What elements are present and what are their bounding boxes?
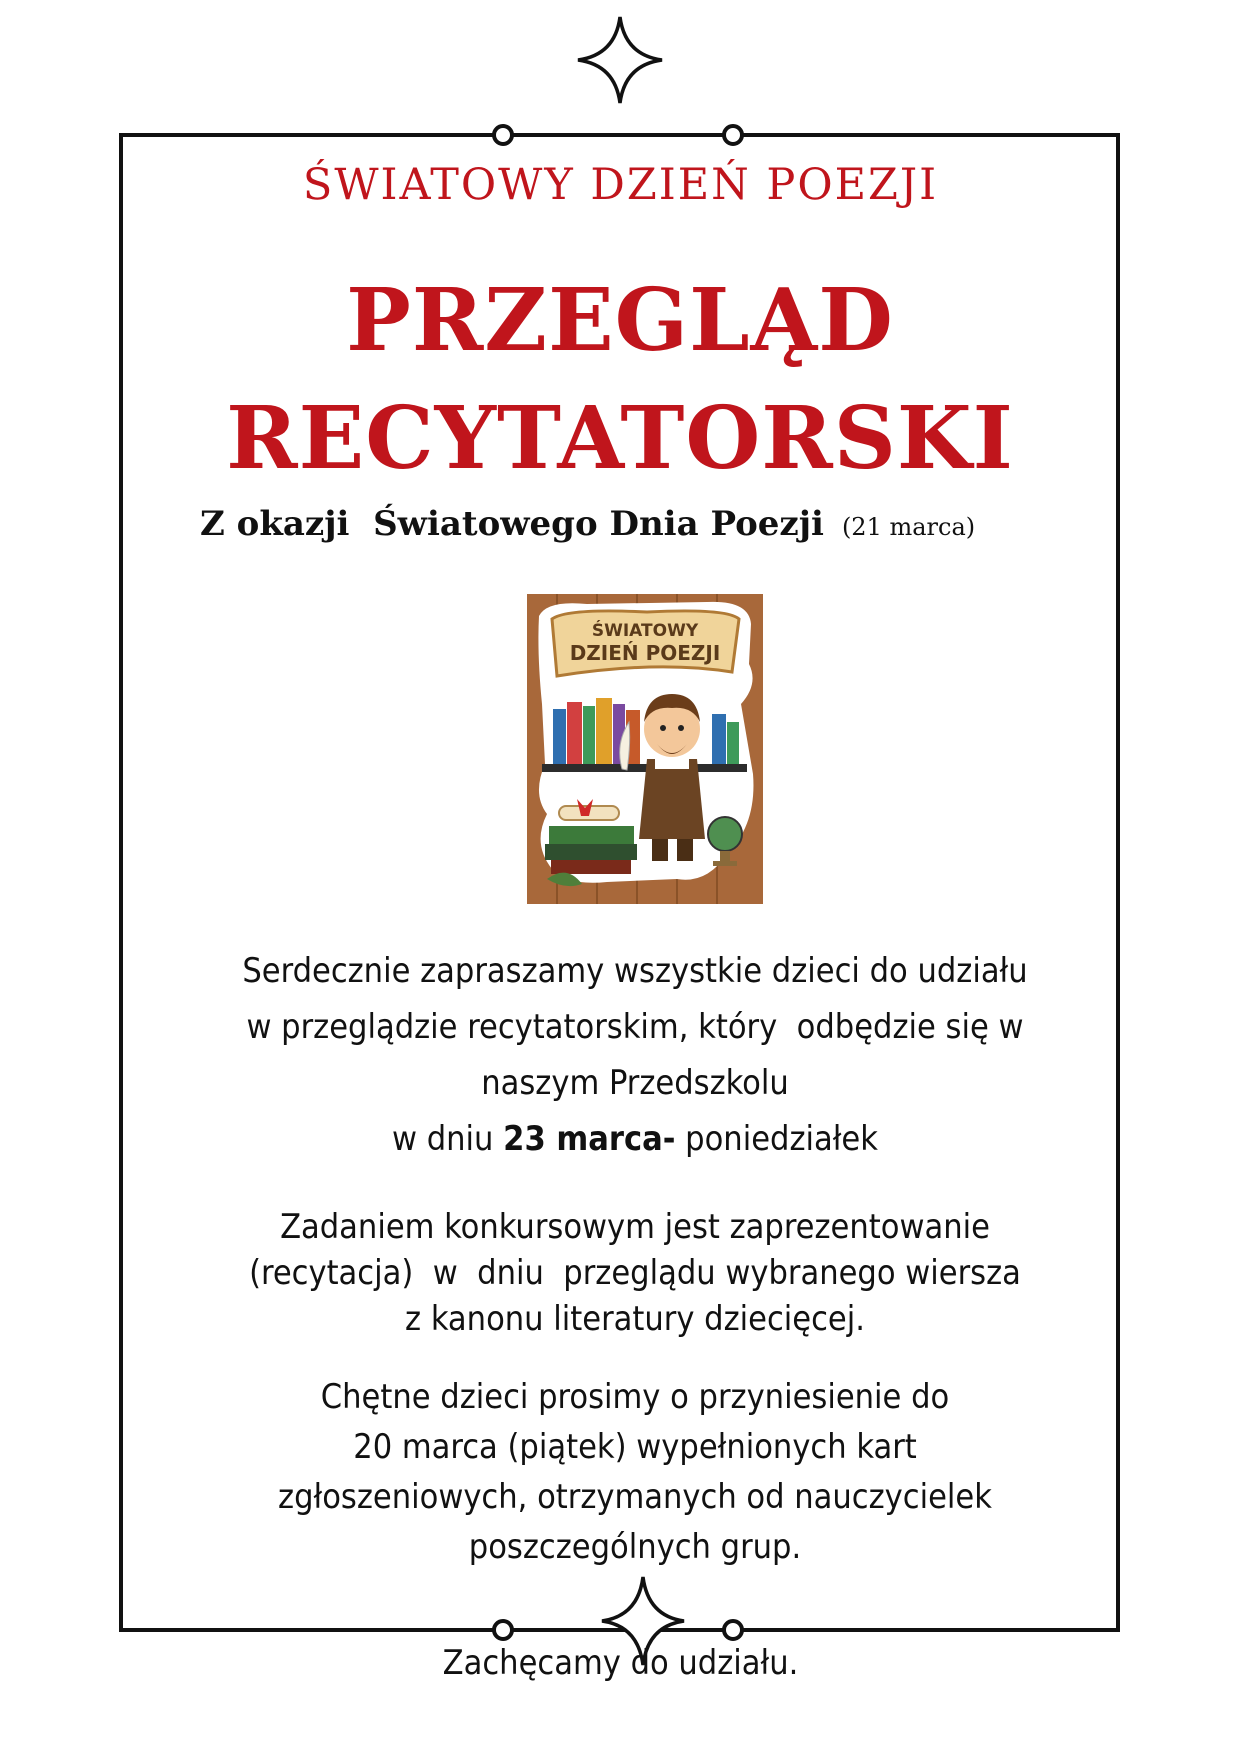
invite-line-4 bbox=[200, 1111, 1070, 1167]
page-title bbox=[130, 262, 1110, 498]
request-line-1: Chętne dzieci prosimy o przyniesienie do bbox=[320, 1377, 950, 1417]
invite-line-1: Serdecznie zapraszamy wszystkie dzieci do udziału bbox=[242, 951, 1028, 991]
task-line-3: z kanonu literatury dziecięcej. bbox=[405, 1299, 865, 1339]
occasion-text: Z okazji Światowego Dnia Poezji bbox=[200, 504, 824, 544]
invite-date: 23 marca- bbox=[503, 1119, 676, 1159]
frame-knot-icon bbox=[494, 126, 512, 144]
invitation-paragraph bbox=[200, 943, 1070, 1167]
request-line-4: poszczególnych grup. bbox=[468, 1527, 802, 1567]
subtitle: ŚWIATOWY DZIEŃ POEZJI bbox=[302, 160, 939, 210]
request-line-3: zgłoszeniowych, otrzymanych od nauczycielek bbox=[278, 1477, 992, 1517]
banner-text-1: ŚWIATOWY bbox=[591, 621, 699, 641]
title-line-2: RECYTATORSKI bbox=[226, 388, 1014, 489]
request-line-2: 20 marca (piątek) wypełnionych kart bbox=[353, 1427, 917, 1467]
task-paragraph bbox=[200, 1204, 1070, 1342]
invite-date-prefix: w dniu bbox=[392, 1119, 504, 1159]
request-paragraph bbox=[200, 1372, 1070, 1572]
poetry-day-illustration bbox=[527, 594, 763, 904]
occasion-date-note: (21 marca) bbox=[841, 513, 976, 541]
occasion-line bbox=[200, 504, 1100, 544]
banner-text-2: DZIEŃ POEZJI bbox=[569, 641, 721, 665]
task-line-1: Zadaniem konkursowym jest zaprezentowanie bbox=[280, 1207, 990, 1247]
invite-line-2: w przeglądzie recytatorskim, który odbędzie się w bbox=[246, 1007, 1024, 1047]
frame-knot-icon bbox=[724, 126, 742, 144]
star-top-icon bbox=[578, 17, 662, 103]
invite-line-3: naszym Przedszkolu bbox=[481, 1063, 789, 1103]
footer-encouragement: Zachęcamy do udziału. bbox=[442, 1643, 799, 1683]
task-line-2: (recytacja) w dniu przeglądu wybranego wiersza bbox=[249, 1253, 1021, 1293]
invite-date-suffix: poniedziałek bbox=[675, 1119, 878, 1159]
title-line-1: PRZEGLĄD bbox=[346, 270, 894, 371]
